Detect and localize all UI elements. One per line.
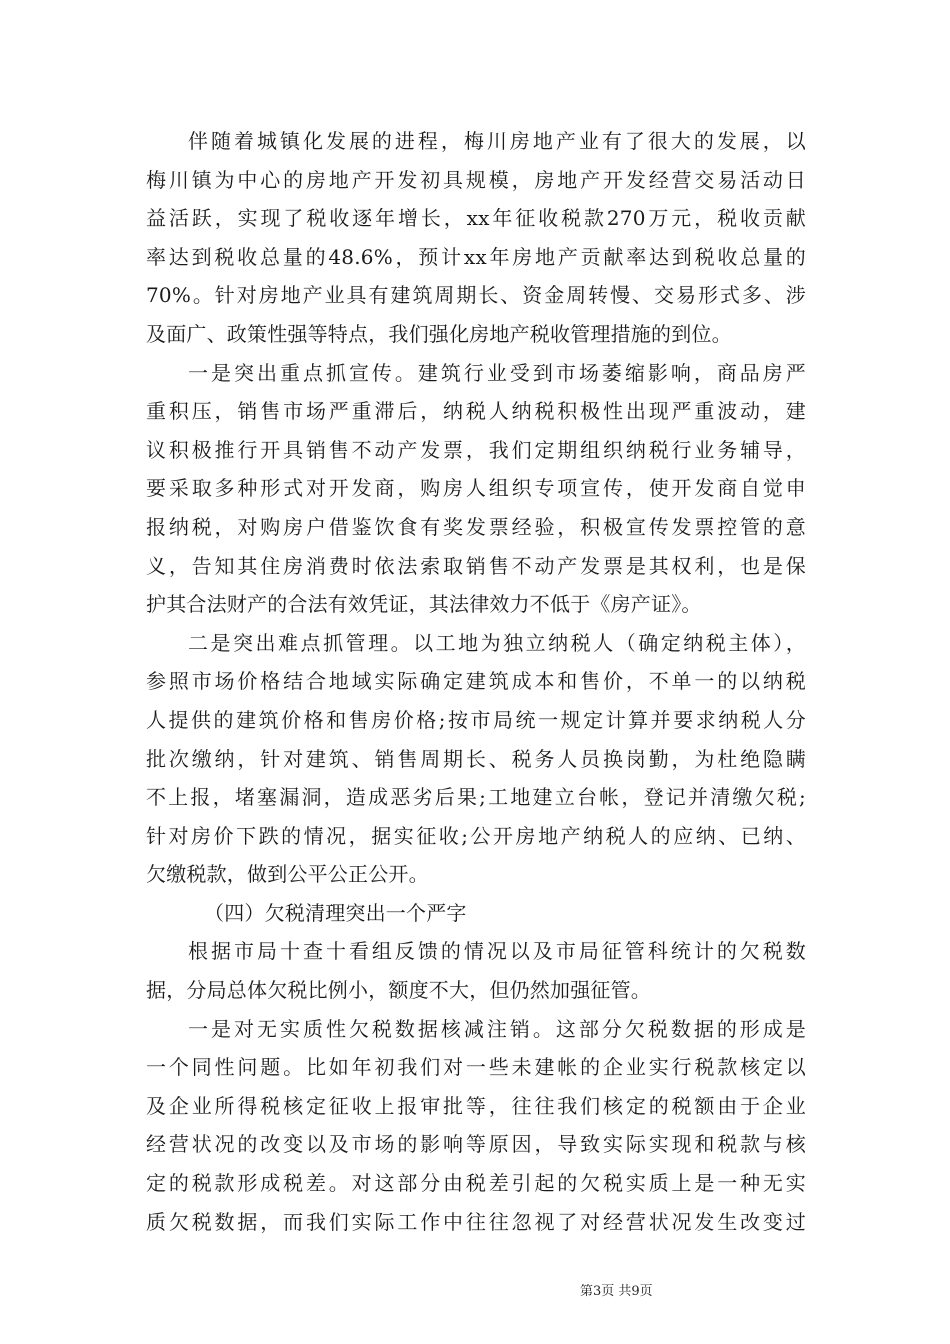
text-line: 率达到税收总量的48.6%，预计xx年房地产贡献率达到税收总量的 [146, 244, 806, 269]
text-line: 伴随着城镇化发展的进程，梅川房地产业有了很大的发展，以 [188, 129, 806, 153]
text-line: 经营状况的改变以及市场的影响等原因，导致实际实现和税款与核 [146, 1132, 806, 1157]
text-line: 据，分局总体欠税比例小，额度不大，但仍然加强征管。 [146, 978, 651, 1003]
text-line: 一个同性问题。比如年初我们对一些未建帐的企业实行税款核定以 [146, 1055, 806, 1080]
text-line: 针对房价下跌的情况，据实征收;公开房地产纳税人的应纳、已纳、 [146, 823, 806, 848]
text-line: 要采取多种形式对开发商，购房人组织专项宣传，使开发商自觉申 [146, 476, 806, 501]
text-line: 及面广、政策性强等特点，我们强化房地产税收管理措施的到位。 [146, 321, 732, 346]
section-heading: （四）欠税清理突出一个严字 [204, 900, 467, 925]
text-line: 批次缴纳，针对建筑、销售周期长、税务人员换岗勤，为杜绝隐瞒 [146, 746, 806, 771]
text-line: 益活跃，实现了税收逐年增长，xx年征收税款270万元，税收贡献 [146, 206, 806, 231]
text-line: 及企业所得税核定征收上报审批等，往往我们核定的税额由于企业 [146, 1093, 806, 1118]
text-line: 人提供的建筑价格和售房价格;按市局统一规定计算并要求纳税人分 [146, 707, 806, 732]
text-line: 议积极推行开具销售不动产发票，我们定期组织纳税行业务辅导， [146, 437, 806, 462]
text-line: 一是突出重点抓宣传。建筑行业受到市场萎缩影响，商品房严 [188, 360, 806, 385]
text-line: 报纳税，对购房户借鉴饮食有奖发票经验，积极宣传发票控管的意 [146, 514, 806, 539]
text-line: 二是突出难点抓管理。以工地为独立纳税人（确定纳税主体）， [188, 630, 806, 655]
text-line: 重积压，销售市场严重滞后，纳税人纳税积极性出现严重波动，建 [146, 399, 806, 424]
page-number: 第3页 共9页 [580, 1284, 653, 1299]
text-line: 质欠税数据，而我们实际工作中往往忽视了对经营状况发生改变过 [146, 1209, 806, 1234]
text-line: 定的税款形成税差。对这部分由税差引起的欠税实质上是一种无实 [146, 1171, 806, 1196]
text-line: 护其合法财产的合法有效凭证，其法律效力不低于《房产证》。 [146, 592, 702, 617]
text-line: 根据市局十查十看组反馈的情况以及市局征管科统计的欠税数 [188, 939, 806, 964]
text-line: 参照市场价格结合地域实际确定建筑成本和售价，不单一的以纳税 [146, 669, 806, 694]
text-line: 义，告知其住房消费时依法索取销售不动产发票是其权利，也是保 [146, 553, 806, 578]
text-line: 不上报，堵塞漏洞，造成恶劣后果;工地建立台帐，登记并清缴欠税; [146, 785, 806, 810]
text-line: 梅川镇为中心的房地产开发初具规模，房地产开发经营交易活动日 [146, 167, 806, 192]
text-line: 一是对无实质性欠税数据核减注销。这部分欠税数据的形成是 [188, 1016, 806, 1041]
document-body [146, 122, 806, 1241]
text-line: 70%。针对房地产业具有建筑周期长、资金周转慢、交易形式多、涉 [146, 283, 806, 308]
text-line: 欠缴税款，做到公平公正公开。 [146, 862, 429, 887]
